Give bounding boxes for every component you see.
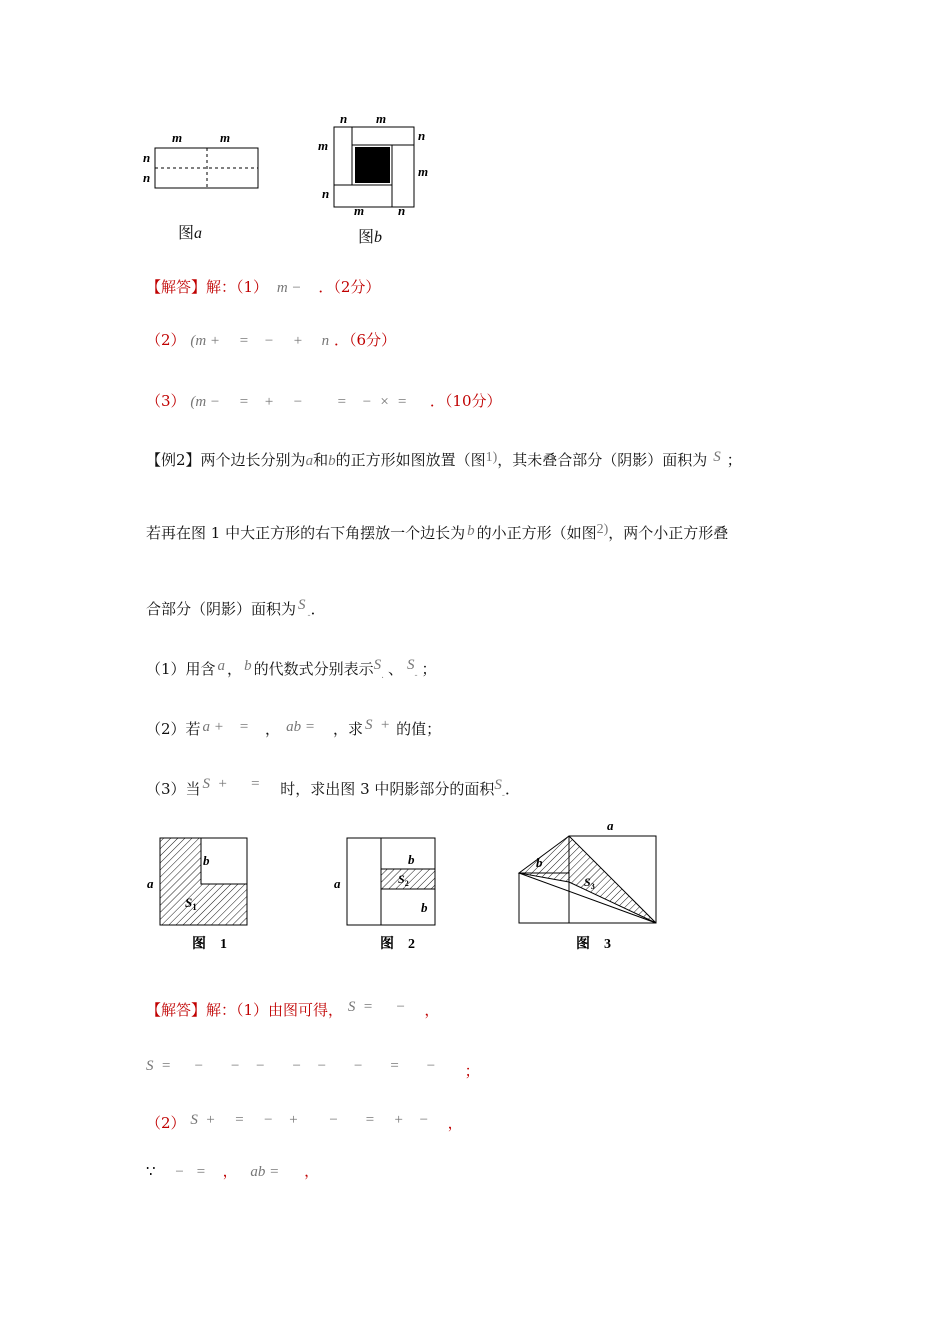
figure-b-top-strip — [352, 127, 414, 145]
figure-2-label-a: a — [334, 876, 341, 891]
figure-b-label-m-left: m — [318, 138, 329, 153]
figure-b-label-n-right: n — [418, 128, 426, 143]
figure-b-black-square — [355, 147, 390, 183]
figure-b-label-n-bottom: n — [398, 203, 406, 218]
answer2-line4: ∵ − = ， ab = ， — [146, 1162, 320, 1180]
example2-line2: 若再在图 1 中大正方形的右下角摆放一个边长为 b 的小正方形（如图2)，两个小正方形叠 — [146, 522, 729, 542]
figure-3-label-a: a — [607, 818, 614, 833]
figure-3-label-b: b — [536, 855, 543, 870]
figure-b-label-n-left: n — [322, 186, 330, 201]
figure-1-label-b: b — [203, 853, 210, 868]
example2-line3: 合部分（阴影）面积为 $S_-$． — [146, 597, 326, 621]
answer1-line1: 【解答】解：（1） m − ．（2分） — [146, 278, 381, 296]
figure-1-label-S1: $S_1$ — [185, 895, 197, 912]
answer1-line3: （3） (m − = + − = − × = ．（10分） — [146, 392, 502, 410]
figure-b-left-strip — [334, 127, 352, 185]
figure-3-label-S3: $S_3$ — [584, 875, 595, 891]
figure-3-caption: 图 3 — [576, 937, 611, 952]
figure-b-caption: 图b — [358, 227, 383, 246]
answer2-line2: S = − − − − − − = − ； — [146, 1058, 480, 1080]
figure-3 — [519, 818, 656, 952]
figure-a-label-m1: m — [172, 130, 183, 145]
figure-2-label-b-bottom: b — [421, 900, 428, 915]
figure-b-label-m-bottom: m — [354, 203, 365, 218]
figure-1 — [147, 838, 247, 952]
figure-b-right-strip — [392, 145, 414, 207]
figure-a-caption: 图a — [178, 223, 203, 242]
figures-1-2-3 — [140, 812, 670, 957]
figure-a — [130, 120, 280, 245]
answer1-line2: （2） (m + = − + n ．（6分） — [146, 331, 396, 349]
figure-2-label-S2: $S_2$ — [398, 872, 409, 888]
answer2-line1: 【解答】解：（1）由图可得， S = − ， — [146, 999, 440, 1019]
answer2-line3: （2） S + = − + − = + − ， — [146, 1112, 463, 1132]
figure-a-label-n1: n — [143, 150, 151, 165]
figure-2 — [334, 838, 435, 952]
figure-b — [312, 110, 442, 220]
figure-2-label-b-top: b — [408, 852, 415, 867]
example2-line1: 【例2】两个边长分别为a和b的正方形如图放置（图1)，其未叠合部分（阴影）面积为 S ； — [146, 449, 742, 469]
figure-1-caption: 图 1 — [192, 937, 227, 952]
figure-b-label-n-tl: n — [340, 111, 348, 126]
example2-question3: （3）当 S + = 时，求出图 3 中阴影部分的面积$S_-$． — [146, 776, 520, 801]
figure-b-label-m-right: m — [418, 164, 429, 179]
figure-2-caption: 图 2 — [380, 937, 415, 952]
figure-1-label-a: a — [147, 876, 154, 891]
figure-a-label-n2: n — [143, 170, 151, 185]
figure-a-label-m2: m — [220, 130, 231, 145]
example2-question1: （1）用含 a ， b 的代数式分别表示$S_.$ 、 $S_-$ ； — [146, 657, 437, 681]
example2-question2: （2）若 a + = ， ab = ，求 S + 的值； — [146, 717, 442, 738]
figure-b-label-m-top: m — [376, 111, 387, 126]
